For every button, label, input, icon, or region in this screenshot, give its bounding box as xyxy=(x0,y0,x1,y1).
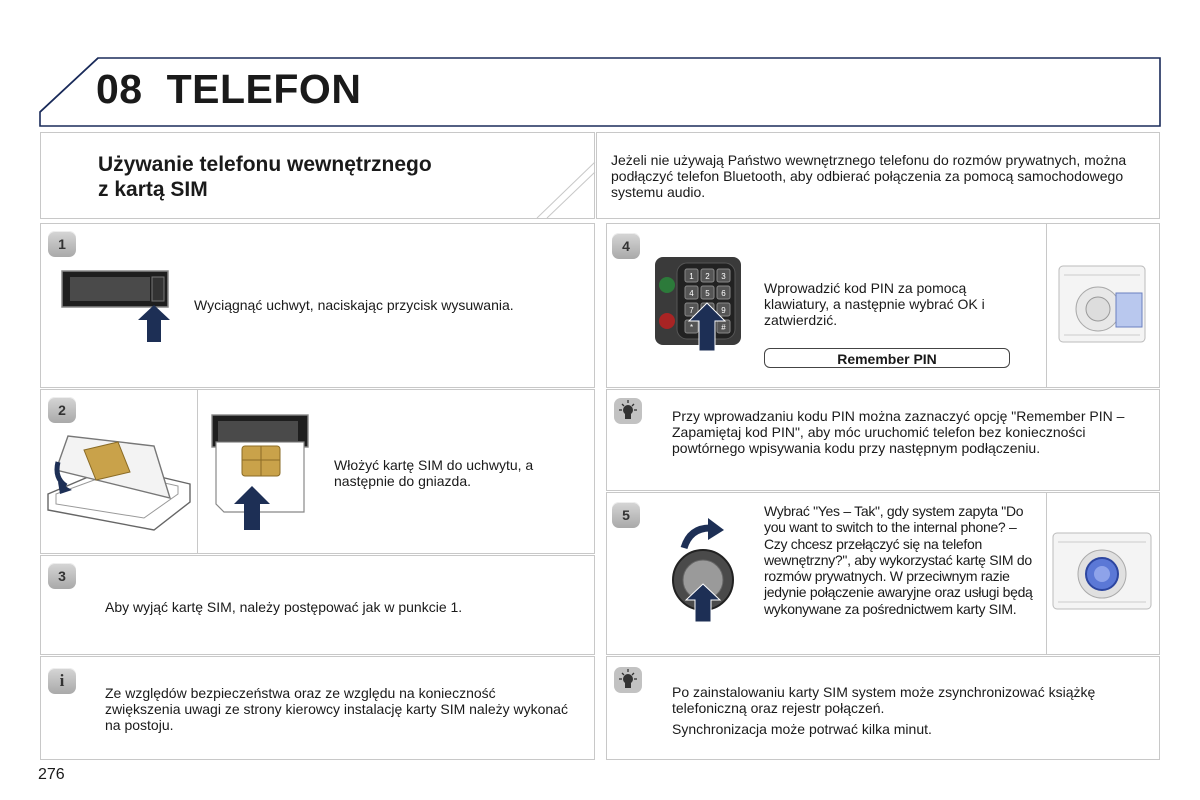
rotary-knob-illustration xyxy=(670,518,740,624)
intro-text: Jeżeli nie używają Państwo wewnętrznego telefonu do rozmów prywatnych, można podłączyć telefon Bluetooth, aby odbierać połączenia za pomocą samochodowego systemu audio. xyxy=(611,152,1127,200)
audio-panel-knob-illustration xyxy=(1052,532,1152,610)
step-5-divider xyxy=(1046,492,1047,655)
step-4-badge: 4 xyxy=(612,233,640,259)
step-2-text: Włożyć kartę SIM do uchwytu, a następnie do gniazda. xyxy=(334,457,534,489)
chapter-name: TELEFON xyxy=(166,66,362,112)
sim-tray-eject-illustration xyxy=(60,268,172,344)
step-5-text: Wybrać "Yes – Tak", gdy system zapyta "Do you want to switch to the internal phone? – Czy chcesz przełączyć się na telefon wewnętrzny?", aby wykorzystać kartę SIM do rozmów prywatnych. W przeciwnym razie jedynie połączenie awaryjne oraz usługi będą wykonywane za pośrednictwem karty SIM. xyxy=(764,503,1033,617)
sim-insert-tray-illustration xyxy=(44,432,194,532)
step-4-divider xyxy=(1046,223,1047,388)
keypad-key-label: 9 xyxy=(721,306,726,315)
keypad-key-label: 3 xyxy=(721,272,726,281)
step-1-text: Wyciągnąć uchwyt, naciskając przycisk wysuwania. xyxy=(194,297,514,313)
pin-tip-text: Przy wprowadzaniu kodu PIN można zaznaczyć opcję "Remember PIN – Zapamiętaj kod PIN", aby móc uruchomić telefon bez konieczności powtórnego wpisywania kodu przy następnym podłączeniu. xyxy=(672,408,1125,456)
keypad-key-label: * xyxy=(689,323,694,332)
section-title: Używanie telefonu wewnętrznego z kartą SIM xyxy=(98,153,432,201)
audio-panel-keypad-illustration xyxy=(1058,265,1146,343)
step-2-badge: 2 xyxy=(48,397,76,423)
phone-keypad-illustration xyxy=(655,257,741,353)
step-1-badge: 1 xyxy=(48,231,76,257)
keypad-key-label: 2 xyxy=(705,272,710,281)
step-5-badge: 5 xyxy=(612,502,640,528)
keypad-key-label: 1 xyxy=(689,272,694,281)
keypad-key-label: 5 xyxy=(705,289,710,298)
chapter-title xyxy=(96,66,361,113)
remember-pin-button[interactable]: Remember PIN xyxy=(764,348,1010,368)
step-3-text: Aby wyjąć kartę SIM, należy postępować jak w punkcie 1. xyxy=(105,599,463,615)
safety-info-text: Ze względów bezpieczeństwa oraz ze względu na konieczność zwiększenia uwagi ze strony kierowcy instalację karty SIM należy wykonać na postoju. xyxy=(105,685,568,733)
keypad-key-label: 6 xyxy=(721,289,726,298)
page-number: 276 xyxy=(38,766,65,783)
sync-tip-line-1: Po zainstalowaniu karty SIM system może zsynchronizować książkę telefoniczną oraz rejestr połączeń. xyxy=(672,684,1096,716)
sync-tip-text xyxy=(672,684,1142,737)
info-icon: i xyxy=(48,668,76,694)
keypad-key-label: # xyxy=(721,323,726,332)
chapter-number: 08 xyxy=(96,66,143,112)
keypad-key-label: 7 xyxy=(689,306,694,315)
keypad-key-label: 4 xyxy=(689,289,694,298)
tip-lightbulb-icon xyxy=(614,398,642,424)
sim-holder-illustration xyxy=(208,412,312,532)
step-3-badge: 3 xyxy=(48,563,76,589)
title-box-corner xyxy=(535,160,597,220)
step-2-divider xyxy=(197,389,198,554)
step-4-text: Wprowadzić kod PIN za pomocą klawiatury, a następnie wybrać OK i zatwierdzić. xyxy=(764,280,985,328)
sync-tip-line-2: Synchronizacja może potrwać kilka minut. xyxy=(672,721,932,737)
tip-lightbulb-icon xyxy=(614,667,642,693)
